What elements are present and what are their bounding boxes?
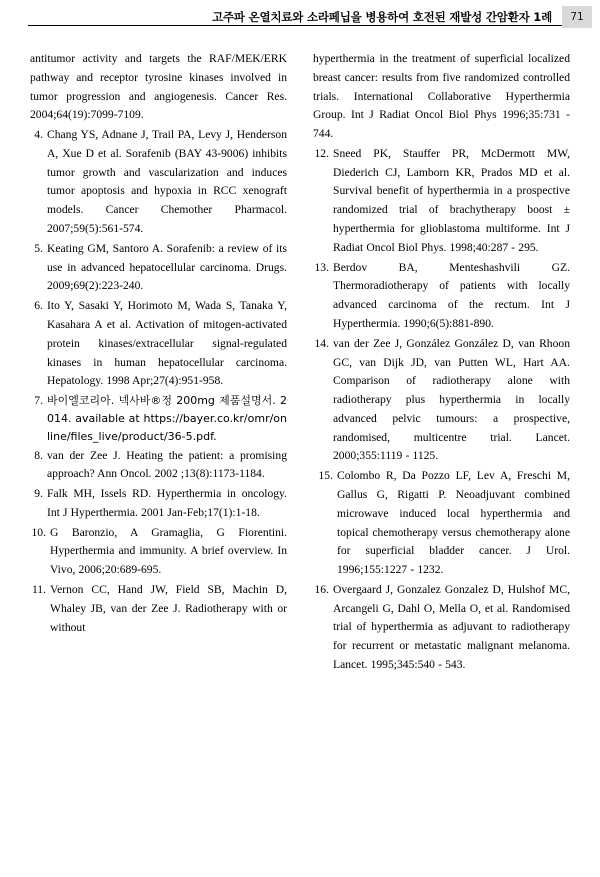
reference-item xyxy=(30,447,287,485)
reference-text: Chang YS, Adnane J, Trail PA, Levy J, Henderson A, Xue D et al. Sorafenib (BAY 43-9006) inhibits tumor growth and vascularization and induces tumor apoptosis and hypoxia in RCC xenograft models. Cancer Chemother Pharmacol. 2007;59(5):561-574. xyxy=(47,128,287,236)
reference-item xyxy=(313,335,570,466)
reference-number: 13. xyxy=(314,260,329,274)
reference-item xyxy=(30,126,287,239)
reference-number: 12. xyxy=(314,146,329,160)
left-column xyxy=(30,50,287,676)
reference-item xyxy=(30,392,287,445)
reference-item xyxy=(313,50,570,144)
reference-item xyxy=(30,581,287,637)
page-number: 71 xyxy=(570,11,584,23)
reference-number: 4. xyxy=(34,128,43,142)
reference-list-columns xyxy=(30,50,570,676)
reference-text: van der Zee J, González González D, van Rhoon GC, van Dijk JD, van Putten WL, Hart AA. Comparison of radiotherapy alone with radiotherapy plus hyperthermia in locally advanced pelvic tumours: a prospective, randomised, multicentre trial. Lancet. 2000;355:1119 - 1125. xyxy=(333,336,570,463)
reference-text: Sneed PK, Stauffer PR, McDermott MW, Diederich CJ, Lamborn KR, Prados MD et al. Survival benefit of hyperthermia in a prospective randomized trial of brachytherapy boost ± hyperthermia for glioblastoma multiforme. Int J Radiat Oncol Biol Phys. 1998;40:287 - 295. xyxy=(333,146,570,254)
running-head-title: 고주파 온열치료와 소라페닙을 병용하여 호전된 재발성 간암환자 1례 xyxy=(212,10,552,24)
right-column xyxy=(313,50,570,676)
reference-number: 11. xyxy=(31,582,46,596)
reference-item xyxy=(30,50,287,125)
reference-number: 8. xyxy=(34,448,43,462)
reference-number: 10. xyxy=(31,525,46,539)
reference-number: 7. xyxy=(34,394,43,408)
reference-item xyxy=(30,240,287,296)
page-header xyxy=(0,0,600,34)
reference-text: Falk MH, Issels RD. Hyperthermia in oncology. Int J Hyperthermia. 2001 Jan-Feb;17(1):1-18. xyxy=(47,487,287,519)
reference-item xyxy=(313,581,570,675)
reference-number: 14. xyxy=(314,336,329,350)
reference-text: Overgaard J, Gonzalez Gonzalez D, Hulshof MC, Arcangeli G, Dahl O, Mella O, et al. Randomised trial of hyperthermia as adjuvant to radiotherapy for recurrent or metastatic malignant melanoma. Lancet. 1995;345:540 - 543. xyxy=(333,582,570,671)
reference-number: 15. xyxy=(318,469,333,483)
header-divider-line xyxy=(28,25,562,26)
reference-text: Berdov BA, Menteshashvili GZ. Thermoradiotherapy of patients with locally advanced carcinoma of the rectum. Int J Hyperthermia. 1990;6(5):881-890. xyxy=(333,260,570,330)
reference-item xyxy=(313,259,570,334)
reference-item xyxy=(30,485,287,523)
reference-item xyxy=(313,467,570,580)
reference-text: van der Zee J. Heating the patient: a promising approach? Ann Oncol. 2002 ;13(8):1173-1184. xyxy=(47,448,287,481)
reference-text: Vernon CC, Hand JW, Field SB, Machin D, Whaley JB, van der Zee J. Radiotherapy with or without xyxy=(50,582,287,634)
reference-number: 16. xyxy=(314,582,329,596)
reference-text: Keating GM, Santoro A. Sorafenib: a review of its use in advanced hepatocellular carcinoma. Drugs. 2009;69(2):223-240. xyxy=(47,241,287,293)
page-number-box xyxy=(562,6,592,28)
reference-text: Ito Y, Sasaki Y, Horimoto M, Wada S, Tanaka Y, Kasahara A et al. Activation of mitogen-activated protein kinases/extracellular signal-regulated kinases in human hepatocellular carcinoma. Hepatology. 1998 Apr;27(4):951-958. xyxy=(47,299,287,388)
reference-number: 6. xyxy=(34,299,43,313)
reference-text: antitumor activity and targets the RAF/MEK/ERK pathway and receptor tyrosine kinases involved in tumor progression and angiogenesis. Cancer Res. 2004;64(19):7099-7109. xyxy=(30,52,287,122)
reference-text: Colombo R, Da Pozzo LF, Lev A, Freschi M, Gallus G, Rigatti P. Neoadjuvant combined microwave induced local hyperthermia and topical chemotherapy versus chemotherapy alone for superficial bladder cancer. J Urol. 1996;155:1227 - 1232. xyxy=(337,469,570,577)
reference-item xyxy=(30,297,287,391)
reference-text: G Baronzio, A Gramaglia, G Fiorentini. Hyperthermia and immunity. A brief overview. In Vivo, 2006;20:689-695. xyxy=(50,525,287,577)
reference-item xyxy=(30,524,287,580)
reference-number: 5. xyxy=(34,241,43,255)
reference-text: 바이엘코리아. 넥사바®정 200mg 제품설명서. 2014. available at https://bayer.co.kr/omr/online/files_live/product/36-5.pdf. xyxy=(47,394,287,443)
reference-number: 9. xyxy=(34,487,43,501)
reference-item xyxy=(313,145,570,258)
reference-text: hyperthermia in the treatment of superficial localized breast cancer: results from five randomized controlled trials. International Collaborative Hyperthermia Group. Int J Radiat Oncol Biol Phys 1996;35:731 - 744. xyxy=(313,52,570,141)
